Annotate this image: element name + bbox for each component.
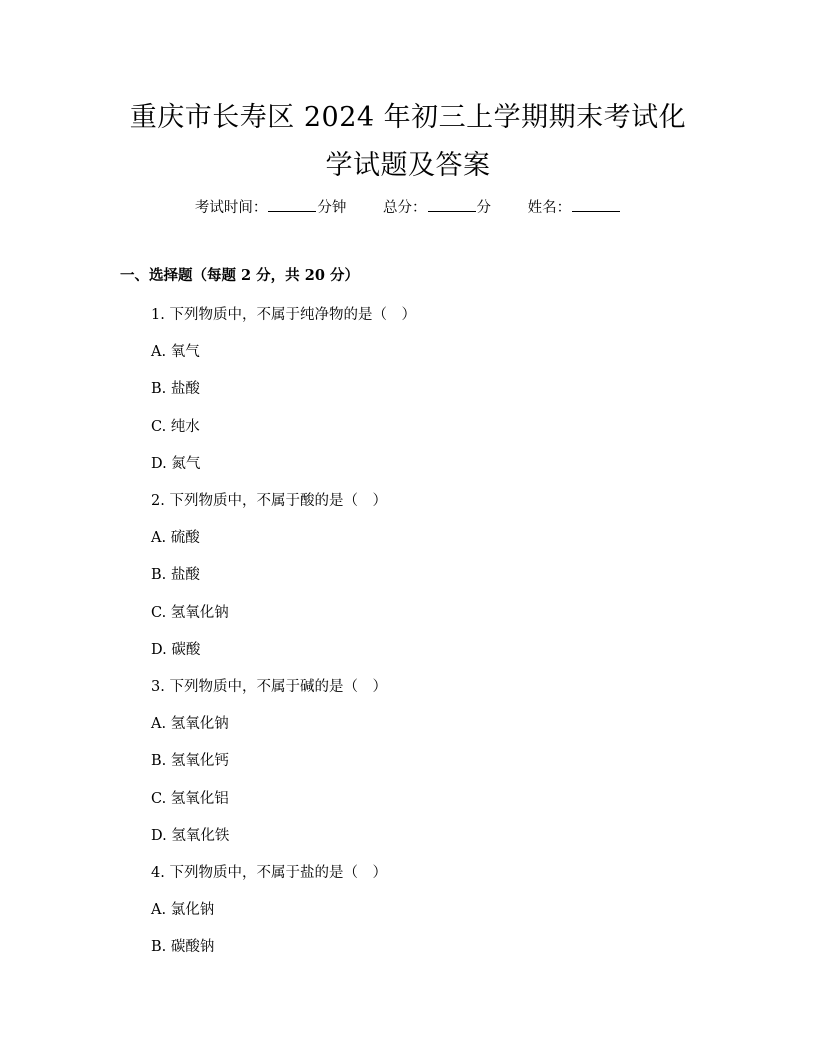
exam-name <box>528 197 622 219</box>
question-stem: 3. 下列物质中，不属于碱的是（ ） <box>151 679 387 695</box>
answer-option: C. 氢氧化铝 <box>151 790 229 807</box>
answer-option: B. 盐酸 <box>151 567 200 584</box>
exam-score-unit: 分 <box>476 200 491 216</box>
answer-option: A. 氢氧化钠 <box>151 716 229 733</box>
question-stem: 4. 下列物质中，不属于盐的是（ ） <box>151 865 387 881</box>
answer-option: D. 氮气 <box>151 455 201 472</box>
answer-option: B. 碳酸钠 <box>151 939 215 956</box>
title-line-1: 重庆市长寿区 2024 年初三上学期期末考试化 <box>129 102 687 133</box>
answer-option: A. 氧气 <box>151 344 200 361</box>
title-line-2: 学试题及答案 <box>325 150 491 181</box>
question-stem: 2. 下列物质中，不属于酸的是（ ） <box>151 493 387 509</box>
answer-option: C. 纯水 <box>151 418 200 435</box>
answer-option: B. 盐酸 <box>151 381 200 398</box>
exam-score-label: 总分： <box>383 200 427 216</box>
answer-option: A. 氯化钠 <box>151 902 215 919</box>
question-stem: 1. 下列物质中，不属于纯净物的是（ ） <box>151 307 416 323</box>
exam-info <box>0 197 816 219</box>
exam-time-blank <box>268 197 316 212</box>
exam-time-label: 考试时间： <box>194 200 268 216</box>
answer-option: A. 硫酸 <box>151 530 200 547</box>
exam-name-blank <box>572 197 620 212</box>
answer-option: B. 氢氧化钙 <box>151 753 229 770</box>
exam-time <box>195 197 347 219</box>
exam-name-label: 姓名： <box>527 200 572 216</box>
exam-score-blank <box>428 197 476 212</box>
document-title <box>100 94 716 190</box>
exam-time-unit: 分钟 <box>317 200 347 216</box>
section-heading: 一、选择题（每题 2 分，共 20 分） <box>120 267 359 284</box>
exam-score <box>383 197 491 219</box>
answer-option: D. 氢氧化铁 <box>151 827 230 844</box>
answer-option: D. 碳酸 <box>151 641 201 658</box>
answer-option: C. 氢氧化钠 <box>151 604 229 621</box>
